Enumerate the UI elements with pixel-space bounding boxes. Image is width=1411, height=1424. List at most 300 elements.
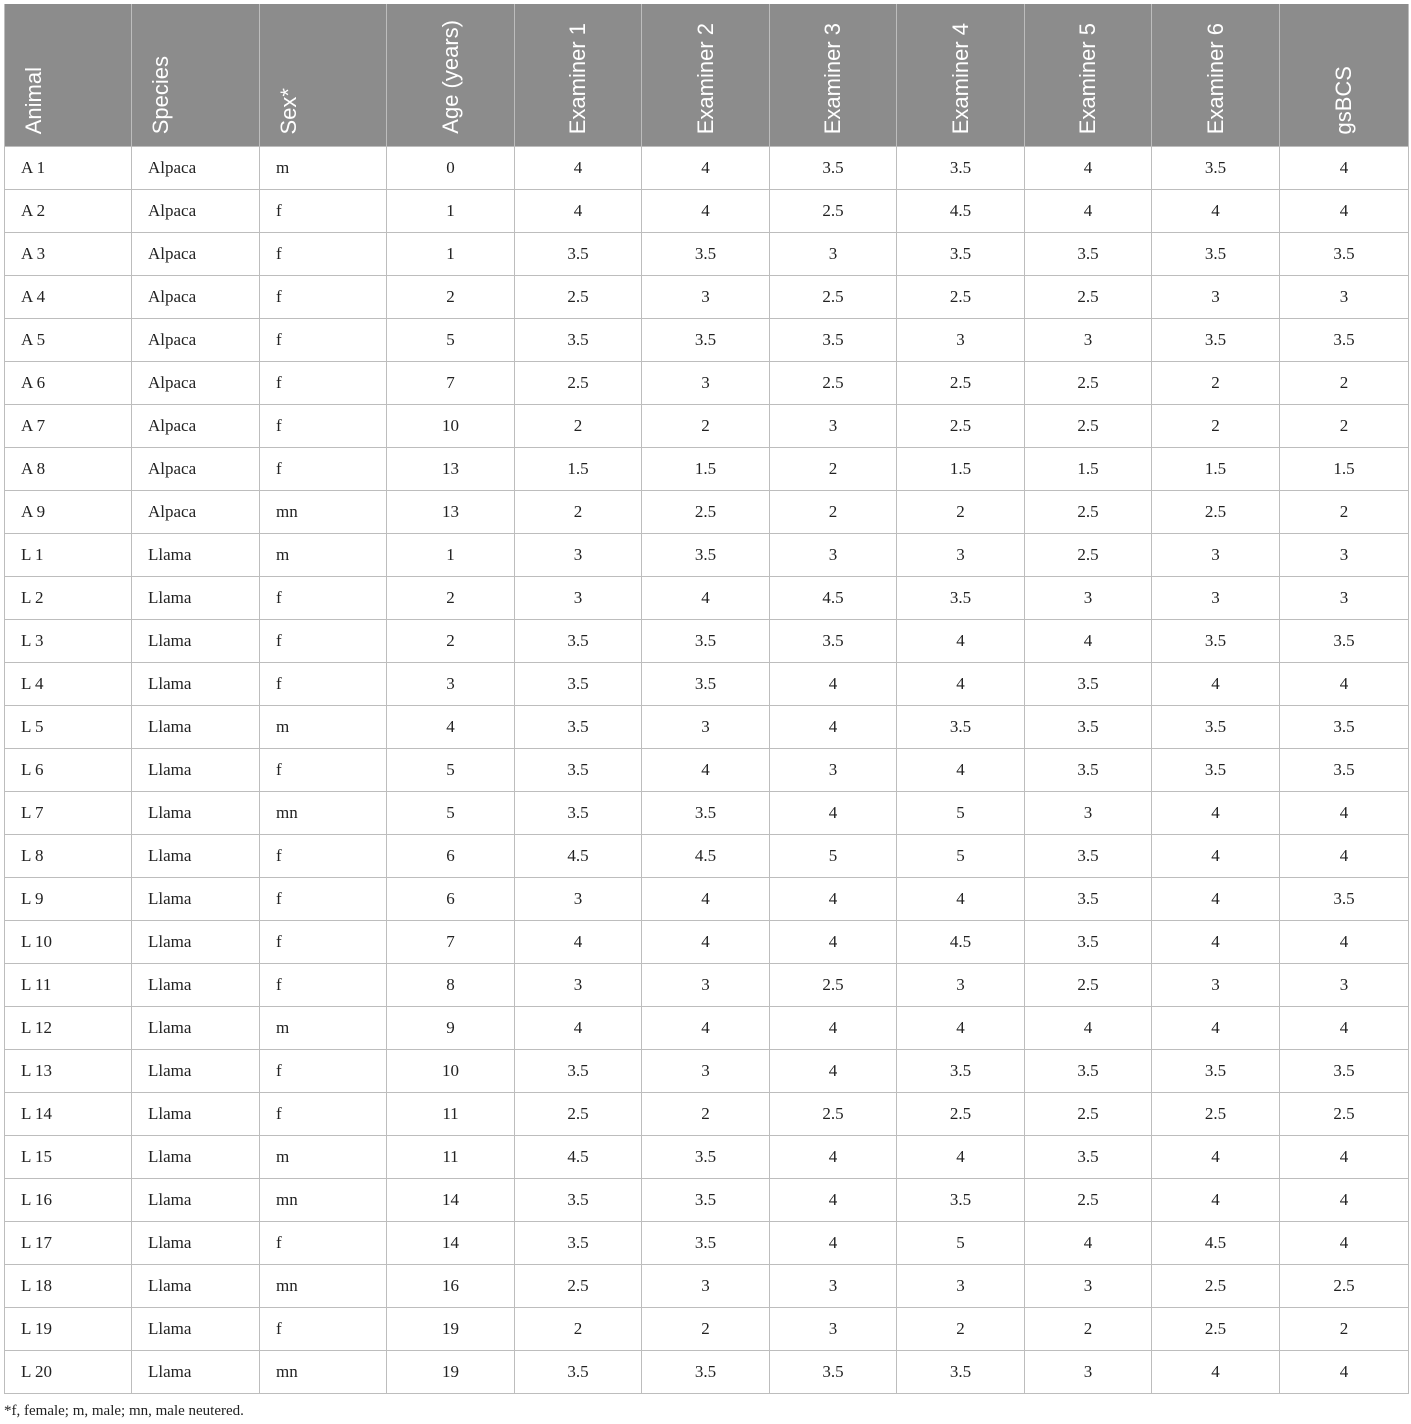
table-cell: Alpaca xyxy=(132,405,260,448)
table-cell: 3.5 xyxy=(642,233,770,276)
table-cell: 2 xyxy=(770,491,897,534)
table-cell: 4 xyxy=(642,147,770,190)
table-cell: 3 xyxy=(642,964,770,1007)
table-cell: 3.5 xyxy=(1280,319,1409,362)
table-cell: 4 xyxy=(1152,1136,1280,1179)
table-cell: 4 xyxy=(897,620,1025,663)
table-row xyxy=(5,792,1409,835)
table-row xyxy=(5,749,1409,792)
table-cell: 6 xyxy=(387,878,515,921)
table-cell: 2.5 xyxy=(770,1093,897,1136)
table-row xyxy=(5,964,1409,1007)
table-cell: 4 xyxy=(897,663,1025,706)
table-cell: 3.5 xyxy=(515,663,642,706)
footnote: *f, female; m, male; mn, male neutered. xyxy=(4,1403,244,1419)
header-label: Sex* xyxy=(276,87,301,134)
table-cell: 4.5 xyxy=(515,1136,642,1179)
table-cell: L 3 xyxy=(5,620,132,663)
table-cell: 4 xyxy=(387,706,515,749)
table-cell: 3 xyxy=(515,577,642,620)
table-cell: 4 xyxy=(1280,835,1409,878)
table-cell: m xyxy=(260,706,387,749)
table-cell: Llama xyxy=(132,1265,260,1308)
table-cell: 2 xyxy=(1280,405,1409,448)
table-row xyxy=(5,1222,1409,1265)
table-cell: 2.5 xyxy=(1152,491,1280,534)
table-cell: mn xyxy=(260,1351,387,1394)
table-cell: 3.5 xyxy=(1152,233,1280,276)
table-row xyxy=(5,577,1409,620)
table-cell: 2 xyxy=(387,577,515,620)
table-cell: 3 xyxy=(1280,577,1409,620)
header-examiner-6 xyxy=(1152,4,1280,147)
table-cell: A 7 xyxy=(5,405,132,448)
table-cell: 2.5 xyxy=(1152,1308,1280,1351)
table-cell: 4 xyxy=(1280,921,1409,964)
table-row xyxy=(5,1007,1409,1050)
table-cell: 2.5 xyxy=(1025,405,1152,448)
header-label: Examiner 6 xyxy=(1202,22,1228,134)
header-age xyxy=(387,4,515,147)
table-cell: Llama xyxy=(132,792,260,835)
table-cell: 3.5 xyxy=(1025,835,1152,878)
table-cell: 3 xyxy=(770,405,897,448)
table-cell: mn xyxy=(260,1265,387,1308)
table-cell: 5 xyxy=(897,1222,1025,1265)
table-cell: 3.5 xyxy=(515,1222,642,1265)
table-cell: 4 xyxy=(1280,1007,1409,1050)
table-cell: 3 xyxy=(1152,276,1280,319)
table-cell: 2.5 xyxy=(1152,1265,1280,1308)
table-cell: 3 xyxy=(1025,792,1152,835)
table-cell: 3 xyxy=(897,534,1025,577)
table-cell: Llama xyxy=(132,620,260,663)
table-cell: 3 xyxy=(1025,1351,1152,1394)
table-cell: 4 xyxy=(642,749,770,792)
table-cell: 4 xyxy=(1280,1136,1409,1179)
table-cell: L 8 xyxy=(5,835,132,878)
header-label: Examiner 5 xyxy=(1075,22,1100,134)
table-cell: 2.5 xyxy=(1152,1093,1280,1136)
table-cell: 4 xyxy=(1152,1007,1280,1050)
table-cell: 4 xyxy=(642,190,770,233)
table-cell: 14 xyxy=(387,1222,515,1265)
table-cell: 4.5 xyxy=(897,190,1025,233)
table-cell: 4 xyxy=(1280,1179,1409,1222)
table-cell: 4 xyxy=(1152,792,1280,835)
table-row xyxy=(5,276,1409,319)
table-cell: f xyxy=(260,964,387,1007)
table-cell: 4 xyxy=(1025,190,1152,233)
table-cell: L 7 xyxy=(5,792,132,835)
table-cell: 4 xyxy=(1152,878,1280,921)
table-cell: Alpaca xyxy=(132,233,260,276)
table-body xyxy=(5,147,1409,1394)
table-cell: 2 xyxy=(515,405,642,448)
table-cell: 1 xyxy=(387,190,515,233)
table-cell: 3.5 xyxy=(1025,663,1152,706)
table-cell: L 19 xyxy=(5,1308,132,1351)
table-cell: 3.5 xyxy=(1152,706,1280,749)
table-cell: 4 xyxy=(1280,1222,1409,1265)
table-cell: 3.5 xyxy=(897,1351,1025,1394)
table-cell: 3 xyxy=(770,749,897,792)
table-cell: A 8 xyxy=(5,448,132,491)
table-cell: Llama xyxy=(132,663,260,706)
table-cell: 4 xyxy=(897,1136,1025,1179)
table-cell: 4 xyxy=(770,1050,897,1093)
table-cell: 4 xyxy=(770,921,897,964)
table-cell: 3.5 xyxy=(897,1179,1025,1222)
table-cell: 3.5 xyxy=(642,319,770,362)
table-cell: 7 xyxy=(387,362,515,405)
table-cell: 3 xyxy=(770,1308,897,1351)
table-cell: 3 xyxy=(1280,276,1409,319)
bcs-table xyxy=(4,4,1409,1394)
table-row xyxy=(5,190,1409,233)
table-cell: 3 xyxy=(770,233,897,276)
table-cell: 3.5 xyxy=(515,706,642,749)
table-cell: 1 xyxy=(387,233,515,276)
table-cell: 4 xyxy=(1152,1351,1280,1394)
table-cell: 2.5 xyxy=(1025,534,1152,577)
table-row xyxy=(5,620,1409,663)
table-row xyxy=(5,1351,1409,1394)
table-cell: 3.5 xyxy=(897,1050,1025,1093)
header-examiner-3 xyxy=(770,4,897,147)
table-cell: 14 xyxy=(387,1179,515,1222)
table-cell: A 3 xyxy=(5,233,132,276)
table-cell: 4 xyxy=(515,1007,642,1050)
table-cell: 4.5 xyxy=(897,921,1025,964)
table-row xyxy=(5,1093,1409,1136)
table-cell: Alpaca xyxy=(132,190,260,233)
header-label: Species xyxy=(148,55,173,134)
table-cell: 4 xyxy=(1025,147,1152,190)
table-cell: 3 xyxy=(1152,964,1280,1007)
table-cell: 4 xyxy=(770,1179,897,1222)
table-cell: 2.5 xyxy=(770,964,897,1007)
table-cell: 4 xyxy=(1280,663,1409,706)
table-cell: L 10 xyxy=(5,921,132,964)
table-cell: m xyxy=(260,1136,387,1179)
table-cell: 4.5 xyxy=(1152,1222,1280,1265)
table-cell: 1.5 xyxy=(515,448,642,491)
table-cell: 2.5 xyxy=(1025,491,1152,534)
table-cell: 3.5 xyxy=(770,319,897,362)
table-cell: 7 xyxy=(387,921,515,964)
table-cell: 16 xyxy=(387,1265,515,1308)
table-cell: 2 xyxy=(642,1093,770,1136)
table-cell: 3.5 xyxy=(642,663,770,706)
table-cell: 4 xyxy=(1152,921,1280,964)
table-cell: 3.5 xyxy=(770,620,897,663)
table-cell: f xyxy=(260,276,387,319)
table-cell: 3 xyxy=(770,1265,897,1308)
table-cell: 2 xyxy=(642,405,770,448)
table-cell: f xyxy=(260,749,387,792)
table-cell: 3 xyxy=(897,1265,1025,1308)
table-cell: f xyxy=(260,448,387,491)
table-cell: f xyxy=(260,663,387,706)
table-cell: L 12 xyxy=(5,1007,132,1050)
table-row xyxy=(5,1265,1409,1308)
table-cell: L 17 xyxy=(5,1222,132,1265)
table-cell: L 14 xyxy=(5,1093,132,1136)
header-gsbcs xyxy=(1280,4,1409,147)
table-cell: 2.5 xyxy=(515,1093,642,1136)
table-cell: mn xyxy=(260,1179,387,1222)
table-cell: 3.5 xyxy=(642,620,770,663)
table-cell: 4 xyxy=(770,1136,897,1179)
table-cell: m xyxy=(260,147,387,190)
table-cell: 2 xyxy=(1280,1308,1409,1351)
table-cell: Llama xyxy=(132,1351,260,1394)
table-cell: 3.5 xyxy=(1152,319,1280,362)
table-cell: 3.5 xyxy=(515,749,642,792)
table-cell: 2 xyxy=(1152,362,1280,405)
table-cell: L 2 xyxy=(5,577,132,620)
table-cell: 4 xyxy=(1152,1179,1280,1222)
table-cell: m xyxy=(260,1007,387,1050)
table-cell: Llama xyxy=(132,1136,260,1179)
table-cell: f xyxy=(260,1050,387,1093)
table-cell: 3.5 xyxy=(1280,878,1409,921)
table-cell: 3.5 xyxy=(642,1136,770,1179)
table-cell: 4 xyxy=(770,1222,897,1265)
table-cell: 3.5 xyxy=(1280,749,1409,792)
table-cell: 3 xyxy=(1152,534,1280,577)
table-cell: 3.5 xyxy=(770,147,897,190)
table-cell: 10 xyxy=(387,1050,515,1093)
header-species xyxy=(132,4,260,147)
table-row xyxy=(5,362,1409,405)
table-cell: 4 xyxy=(1025,1222,1152,1265)
header-row xyxy=(5,4,1409,147)
table-cell: L 1 xyxy=(5,534,132,577)
table-cell: 3.5 xyxy=(515,792,642,835)
table-cell: 4 xyxy=(642,921,770,964)
table-cell: 4 xyxy=(1152,663,1280,706)
table-row xyxy=(5,835,1409,878)
table-cell: m xyxy=(260,534,387,577)
table-cell: f xyxy=(260,577,387,620)
table-cell: A 4 xyxy=(5,276,132,319)
table-cell: 3.5 xyxy=(515,1179,642,1222)
table-cell: 3.5 xyxy=(1025,1136,1152,1179)
table-cell: 4 xyxy=(770,878,897,921)
table-cell: 3.5 xyxy=(642,1351,770,1394)
table-cell: 2 xyxy=(897,1308,1025,1351)
table-cell: 2.5 xyxy=(770,362,897,405)
table-row xyxy=(5,1136,1409,1179)
table-row xyxy=(5,1179,1409,1222)
table-row xyxy=(5,147,1409,190)
table-cell: L 15 xyxy=(5,1136,132,1179)
table-cell: 3 xyxy=(642,1265,770,1308)
table-cell: 5 xyxy=(387,749,515,792)
table-cell: 1 xyxy=(387,534,515,577)
table-cell: 11 xyxy=(387,1093,515,1136)
table-cell: 3 xyxy=(1025,319,1152,362)
table-cell: 1.5 xyxy=(1025,448,1152,491)
table-cell: 2 xyxy=(1152,405,1280,448)
table-cell: 1.5 xyxy=(1280,448,1409,491)
table-cell: L 9 xyxy=(5,878,132,921)
table-cell: 2.5 xyxy=(515,276,642,319)
table-cell: 4 xyxy=(1152,835,1280,878)
table-cell: 5 xyxy=(897,792,1025,835)
table-cell: 3.5 xyxy=(642,792,770,835)
table-cell: mn xyxy=(260,491,387,534)
header-animal xyxy=(5,4,132,147)
table-cell: Llama xyxy=(132,1093,260,1136)
table-cell: L 6 xyxy=(5,749,132,792)
table-cell: 3 xyxy=(1025,577,1152,620)
table-cell: 2.5 xyxy=(770,190,897,233)
table-cell: Llama xyxy=(132,749,260,792)
table-row xyxy=(5,921,1409,964)
table-row xyxy=(5,663,1409,706)
header-examiner-4 xyxy=(897,4,1025,147)
table-cell: Alpaca xyxy=(132,448,260,491)
table-cell: 2 xyxy=(1025,1308,1152,1351)
table-cell: 2.5 xyxy=(1025,362,1152,405)
table-cell: 2 xyxy=(770,448,897,491)
table-row xyxy=(5,1050,1409,1093)
table-cell: 3.5 xyxy=(1025,921,1152,964)
table-cell: 5 xyxy=(387,319,515,362)
table-cell: Llama xyxy=(132,577,260,620)
table-cell: f xyxy=(260,233,387,276)
table-cell: 4 xyxy=(1280,190,1409,233)
table-cell: 3.5 xyxy=(1280,620,1409,663)
header-examiner-5 xyxy=(1025,4,1152,147)
table-cell: 3.5 xyxy=(1152,147,1280,190)
table-cell: 4 xyxy=(642,577,770,620)
table-cell: 3.5 xyxy=(1280,706,1409,749)
table-cell: 3 xyxy=(897,964,1025,1007)
header-label: gsBCS xyxy=(1331,65,1356,134)
table-cell: 3.5 xyxy=(1280,233,1409,276)
table-cell: 4 xyxy=(515,921,642,964)
table-cell: 4 xyxy=(1280,792,1409,835)
table-cell: f xyxy=(260,835,387,878)
table-cell: Llama xyxy=(132,1179,260,1222)
table-cell: 3.5 xyxy=(897,706,1025,749)
table-cell: Llama xyxy=(132,1007,260,1050)
header-label: Examiner 3 xyxy=(820,22,845,134)
table-cell: 3.5 xyxy=(515,233,642,276)
table-cell: 2.5 xyxy=(515,362,642,405)
table-cell: 2.5 xyxy=(642,491,770,534)
table-cell: 3.5 xyxy=(642,1222,770,1265)
table-cell: 3 xyxy=(515,964,642,1007)
header-examiner-1 xyxy=(515,4,642,147)
table-cell: 3.5 xyxy=(642,534,770,577)
table-cell: f xyxy=(260,319,387,362)
table-row xyxy=(5,534,1409,577)
table-cell: L 13 xyxy=(5,1050,132,1093)
header-label: Age (years) xyxy=(437,20,463,134)
table-cell: f xyxy=(260,620,387,663)
table-cell: 3 xyxy=(1280,964,1409,1007)
table-cell: A 1 xyxy=(5,147,132,190)
table-cell: A 5 xyxy=(5,319,132,362)
table-row xyxy=(5,319,1409,362)
table-cell: 3.5 xyxy=(770,1351,897,1394)
table-cell: 3.5 xyxy=(1152,749,1280,792)
table-row xyxy=(5,491,1409,534)
table-cell: 3 xyxy=(515,878,642,921)
table-cell: 3.5 xyxy=(515,620,642,663)
table-cell: 4 xyxy=(642,1007,770,1050)
table-cell: 2 xyxy=(897,491,1025,534)
table-cell: 1.5 xyxy=(1152,448,1280,491)
table-cell: 11 xyxy=(387,1136,515,1179)
table-cell: 5 xyxy=(770,835,897,878)
table-row xyxy=(5,706,1409,749)
table-cell: 4 xyxy=(770,792,897,835)
table-cell: 2.5 xyxy=(1025,1179,1152,1222)
table-cell: 2.5 xyxy=(897,1093,1025,1136)
table-cell: 4 xyxy=(1280,147,1409,190)
table-cell: f xyxy=(260,1222,387,1265)
table-cell: mn xyxy=(260,792,387,835)
table-cell: 3.5 xyxy=(1025,878,1152,921)
table-cell: Alpaca xyxy=(132,147,260,190)
table-cell: 2.5 xyxy=(1280,1093,1409,1136)
table-cell: Alpaca xyxy=(132,362,260,405)
table-cell: 2.5 xyxy=(770,276,897,319)
table-cell: Llama xyxy=(132,878,260,921)
table-cell: 13 xyxy=(387,491,515,534)
table-cell: 13 xyxy=(387,448,515,491)
table-cell: 3 xyxy=(642,276,770,319)
table-cell: Llama xyxy=(132,1308,260,1351)
table-cell: 2.5 xyxy=(1025,1093,1152,1136)
table-cell: f xyxy=(260,1308,387,1351)
table-cell: 4 xyxy=(770,663,897,706)
table-cell: 3 xyxy=(1025,1265,1152,1308)
header-label: Animal xyxy=(21,66,46,134)
table-cell: Llama xyxy=(132,835,260,878)
table-cell: 2 xyxy=(515,1308,642,1351)
table-cell: 1.5 xyxy=(897,448,1025,491)
table-cell: 3.5 xyxy=(1152,620,1280,663)
table-cell: A 9 xyxy=(5,491,132,534)
table-cell: 4 xyxy=(897,749,1025,792)
table-cell: Llama xyxy=(132,921,260,964)
table-cell: 2 xyxy=(387,620,515,663)
table-cell: 4 xyxy=(642,878,770,921)
table-cell: 3.5 xyxy=(897,147,1025,190)
table-cell: 3 xyxy=(897,319,1025,362)
table-cell: L 18 xyxy=(5,1265,132,1308)
table-row xyxy=(5,405,1409,448)
table-cell: L 20 xyxy=(5,1351,132,1394)
table-cell: 3 xyxy=(1152,577,1280,620)
table-cell: 3 xyxy=(387,663,515,706)
table-cell: 2 xyxy=(515,491,642,534)
table-cell: 4 xyxy=(515,190,642,233)
table-cell: 2 xyxy=(1280,362,1409,405)
table-cell: f xyxy=(260,190,387,233)
table-cell: Alpaca xyxy=(132,276,260,319)
table-cell: 4 xyxy=(1025,620,1152,663)
table-cell: A 6 xyxy=(5,362,132,405)
table-cell: Llama xyxy=(132,964,260,1007)
